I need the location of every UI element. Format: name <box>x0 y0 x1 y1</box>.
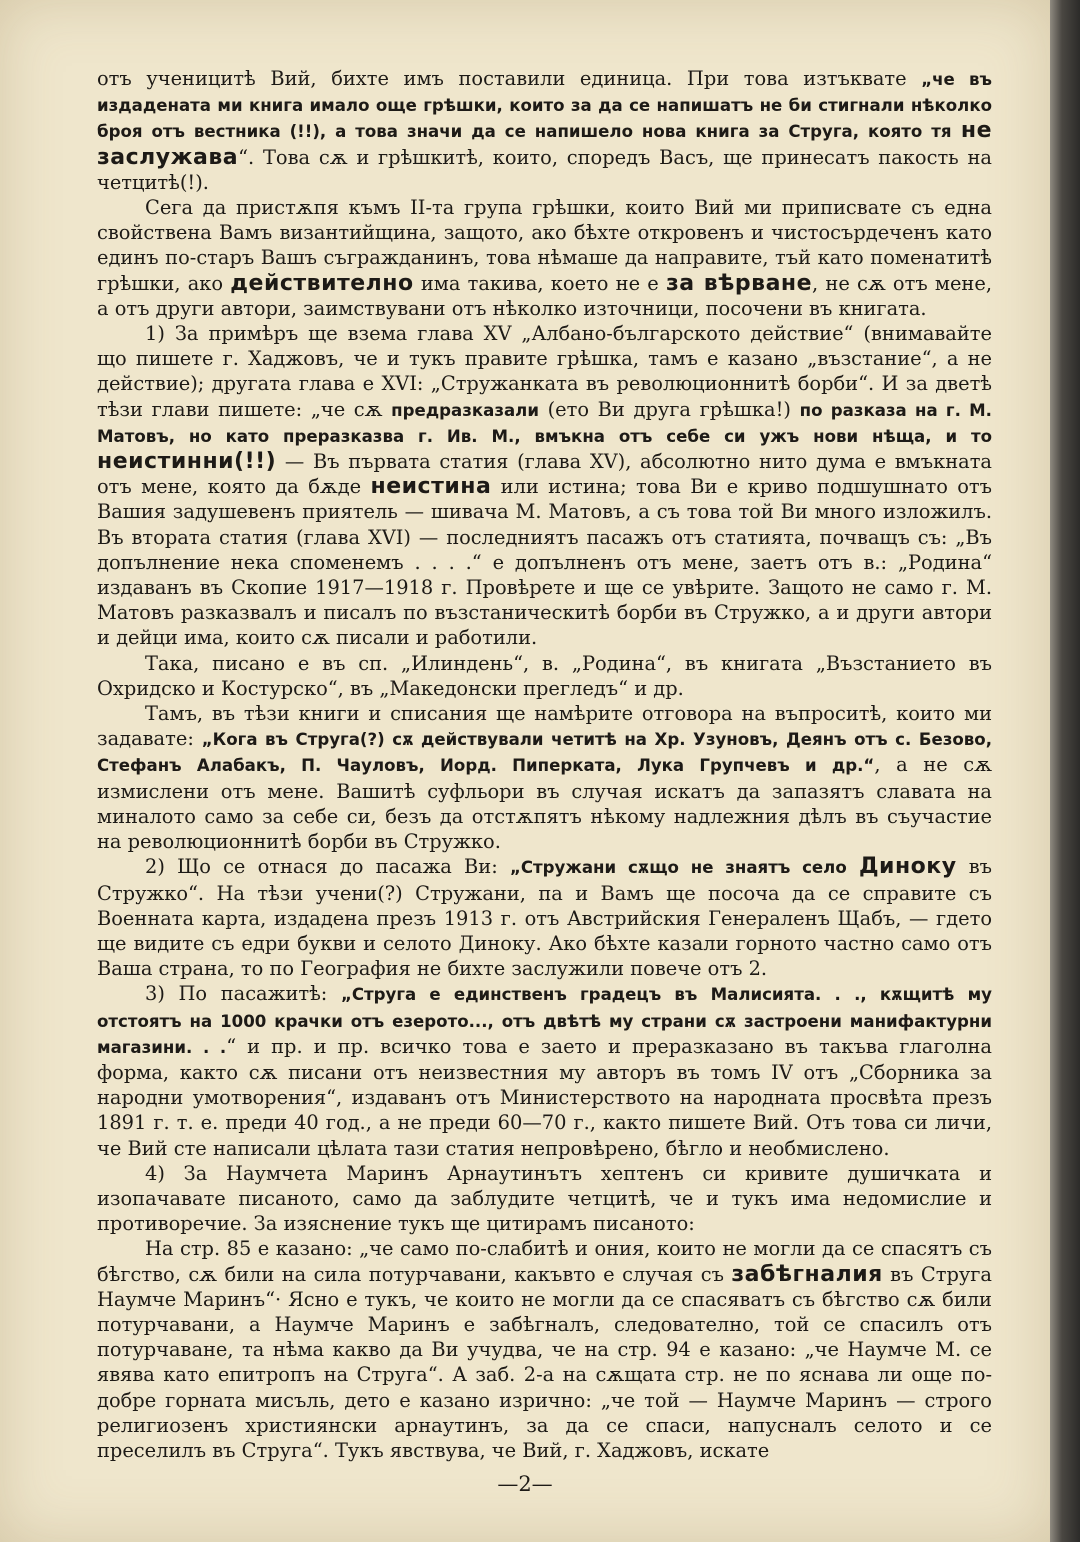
text-run: , не сѫ отъ мене, а отъ други автори, заимствувани отъ нѣколко източници, посочени въ книгата. <box>97 271 992 320</box>
bold-emphasis: не заслужава <box>97 118 992 170</box>
page-number: —2— <box>497 1472 553 1496</box>
paragraph-2 <box>97 195 992 321</box>
text-run: 3) По пасажитѣ: <box>145 982 341 1006</box>
text-run: отъ ученицитѣ Вий, бихте имъ поставили единица. При това изтъквате <box>97 67 922 90</box>
bold-emphasis: Диноку <box>858 854 957 880</box>
bold-quote: по разказа на г. М. Матовъ, но като преразказва г. Ив. М., вмъкна отъ себе си ужъ нови нѣща, и то <box>97 400 992 446</box>
bold-emphasis: неистинни(!!) <box>97 449 277 475</box>
text-run: — Въ първата статия (глава XV), абсолютно нито дума е вмъкната отъ мене, която да бѫде <box>97 450 992 499</box>
text-run: “. Това сѫ и грѣшкитѣ, които, споредъ Васъ, ще принесатъ пакость на четцитѣ(!). <box>97 145 992 194</box>
bold-quote: „Кога въ Струга(?) сѫ действували четитѣ на Хр. Узуновъ, Деянъ отъ с. Безово, Стефанъ Алабакъ, П. Чауловъ, Иорд. Пиперката, Лука Групчевъ и др.“ <box>97 730 992 776</box>
bold-quote: „Струга е единственъ градецъ въ Малисията. . ., кѫщитѣ му отстоятъ на 1000 крачки отъ езерото..., отъ двѣтѣ му страни сѫ застроени манифактурни магазини. . . <box>97 985 992 1057</box>
bold-quote: предразказали <box>391 400 539 420</box>
bold-emphasis: за вѣрване <box>665 270 813 296</box>
text-run: , а не сѫ измислени отъ мене. Вашитѣ суфльори въ случая искатъ да запазятъ славата на миналото само за себе си, безъ да отстѫпятъ нѣкому надлежния дѣлъ въ съучастие на революционнитѣ борби въ Стружко. <box>97 753 992 854</box>
text-run: “ и пр. и пр. всичко това е заето и преразказано въ такъва глаголна форма, както сѫ писани отъ неизвестния му авторъ въ томъ IV отъ „Сборника за народни умотворения“, издаванъ отъ Министерството на народната просвѣта презъ 1891 г. т. е. преди 40 год., а не преди 60—70 г., както пишете Вий. Отъ това си личи, че Вий сте написали цѣлата тази статия непровѣрено, бѣгло и необмислено. <box>97 1034 992 1160</box>
bold-emphasis: неистина <box>370 474 492 500</box>
text-run: Тамъ, въ тѣзи книги и списания ще намѣрите отговора на въпроситѣ, които ми задавате: <box>97 702 992 751</box>
text-run: има такива, което не е <box>413 271 666 295</box>
text-run: (ето Ви друга грѣшка!) <box>538 397 800 421</box>
paragraph-6 <box>97 854 992 981</box>
paragraph-7 <box>97 981 992 1160</box>
bold-quote: „че въ издадената ми книга имало още грѣшки, които за да се напишатъ не би стигнали нѣколко броя отъ вестника (!!), а това значи да се напишело нова книга за Струга, която тя <box>97 70 992 142</box>
paragraph-8: 4) За Наумчета Маринъ Арнаутинътъ хептенъ си кривите душичката и изопачавате писаното, само да заблудите четцитѣ, че и тукъ има недомислие и противоречие. За изяснение тукъ ще цитирамъ писаното: <box>97 1161 992 1236</box>
body-text <box>97 66 992 1463</box>
paragraph-4: Така, писано е въ сп. „Илиндень“, в. „Родина“, въ книгата „Възстанието въ Охридско и Костурско“, въ „Македонски прегледъ“ и др. <box>97 651 992 700</box>
text-run: На стр. 85 е казано: „че само по-слабитѣ и ония, които не могли да се спасятъ съ бѣгство, сѫ били на сила потурчавани, какъвто е случая съ <box>97 1237 992 1286</box>
bold-emphasis: действително <box>230 270 414 296</box>
text-run: въ Стружко“. На тѣзи учени(?) Стружани, па и Вамъ ще посоча да се справите съ Военната карта, издадена презъ 1913 г. отъ Австрийския Генераленъ Щабъ, — гдето ще видите съ едри букви и селото Диноку. Ако бѣхте казали горното частно само отъ Ваша страна, то по География не бихте заслужили повече отъ 2. <box>97 855 992 981</box>
text-run: 1) За примѣръ ще взема глава XV „Албано-българското действие“ (внимавайте що пишете г. Хаджовъ, че и тукъ правите грѣшка, тамъ е казано „възстание“, а не действие); другата глава е XVI: „Стружанката въ революционнитѣ борби“. И за дветѣ тѣзи глави пишете: „че сѫ <box>97 322 992 421</box>
bold-quote: „Стружани сѫщо не знаятъ село <box>509 858 847 878</box>
text-run <box>847 855 859 878</box>
scan-edge <box>1050 0 1080 1542</box>
paragraph-9 <box>97 1236 992 1463</box>
paragraph-1 <box>97 66 992 195</box>
text-run: въ Струга Наумче Маринъ“· Ясно е тукъ, че които не могли да се спасяватъ съ бѣгство сѫ били потурчавани, а Наумче Маринъ е забѣгналъ, следователно, той се спасилъ отъ потурчаване, та нѣма какво да Ви учудва, че на стр. 94 е казано: „че Наумче М. се явява като епитропъ на Струга“. А заб. 2-а на сѫщата стр. не по яснава ли още по-добре горната мисъль, дето е казано изрично: „че той — Наумче Маринъ — строго религиозенъ християнски арнаутинъ, за да се спаси, напусналъ селото и се преселилъ въ Струга“. Тукъ явствува, че Вий, г. Хаджовъ, искате <box>97 1262 992 1462</box>
bold-emphasis: забѣгналия <box>731 1261 883 1287</box>
text-run <box>952 119 961 142</box>
text-run: или истина; това Ви е криво подшушнато отъ Вашия задушевенъ приятель — шивача М. Матовъ, а съ това той Ви много изложилъ. Въ втората статия (глава XVI) — последниятъ пасажъ отъ статията, почващъ съ: „Въ допълнение нека споменемъ . . . .“ е допълненъ отъ мене, заетъ отъ в.: „Родина“ издаванъ въ Скопие 1917—1918 г. Провѣрете и ще се увѣрите. Защото не само г. М. Матовъ разказвалъ и писалъ по възстаническитѣ борби въ Стружко, а и други автори и дейци има, които сѫ писали и работили. <box>97 475 992 650</box>
paragraph-5 <box>97 701 992 854</box>
text-run: Сега да пристѫпя къмъ II-та група грѣшки, които Вий ми приписвате съ една свойствена Вамъ византийщина, защото, ако бѣхте откровенъ и чистосърдеченъ като единъ по-старъ Вашъ съгражданинъ, това нѣмаше да направите, тъй като поменатитѣ грѣшки, ако <box>97 196 992 295</box>
text-run: 2) Що се отнася до пасажа Ви: <box>145 855 510 879</box>
paragraph-3 <box>97 321 992 651</box>
